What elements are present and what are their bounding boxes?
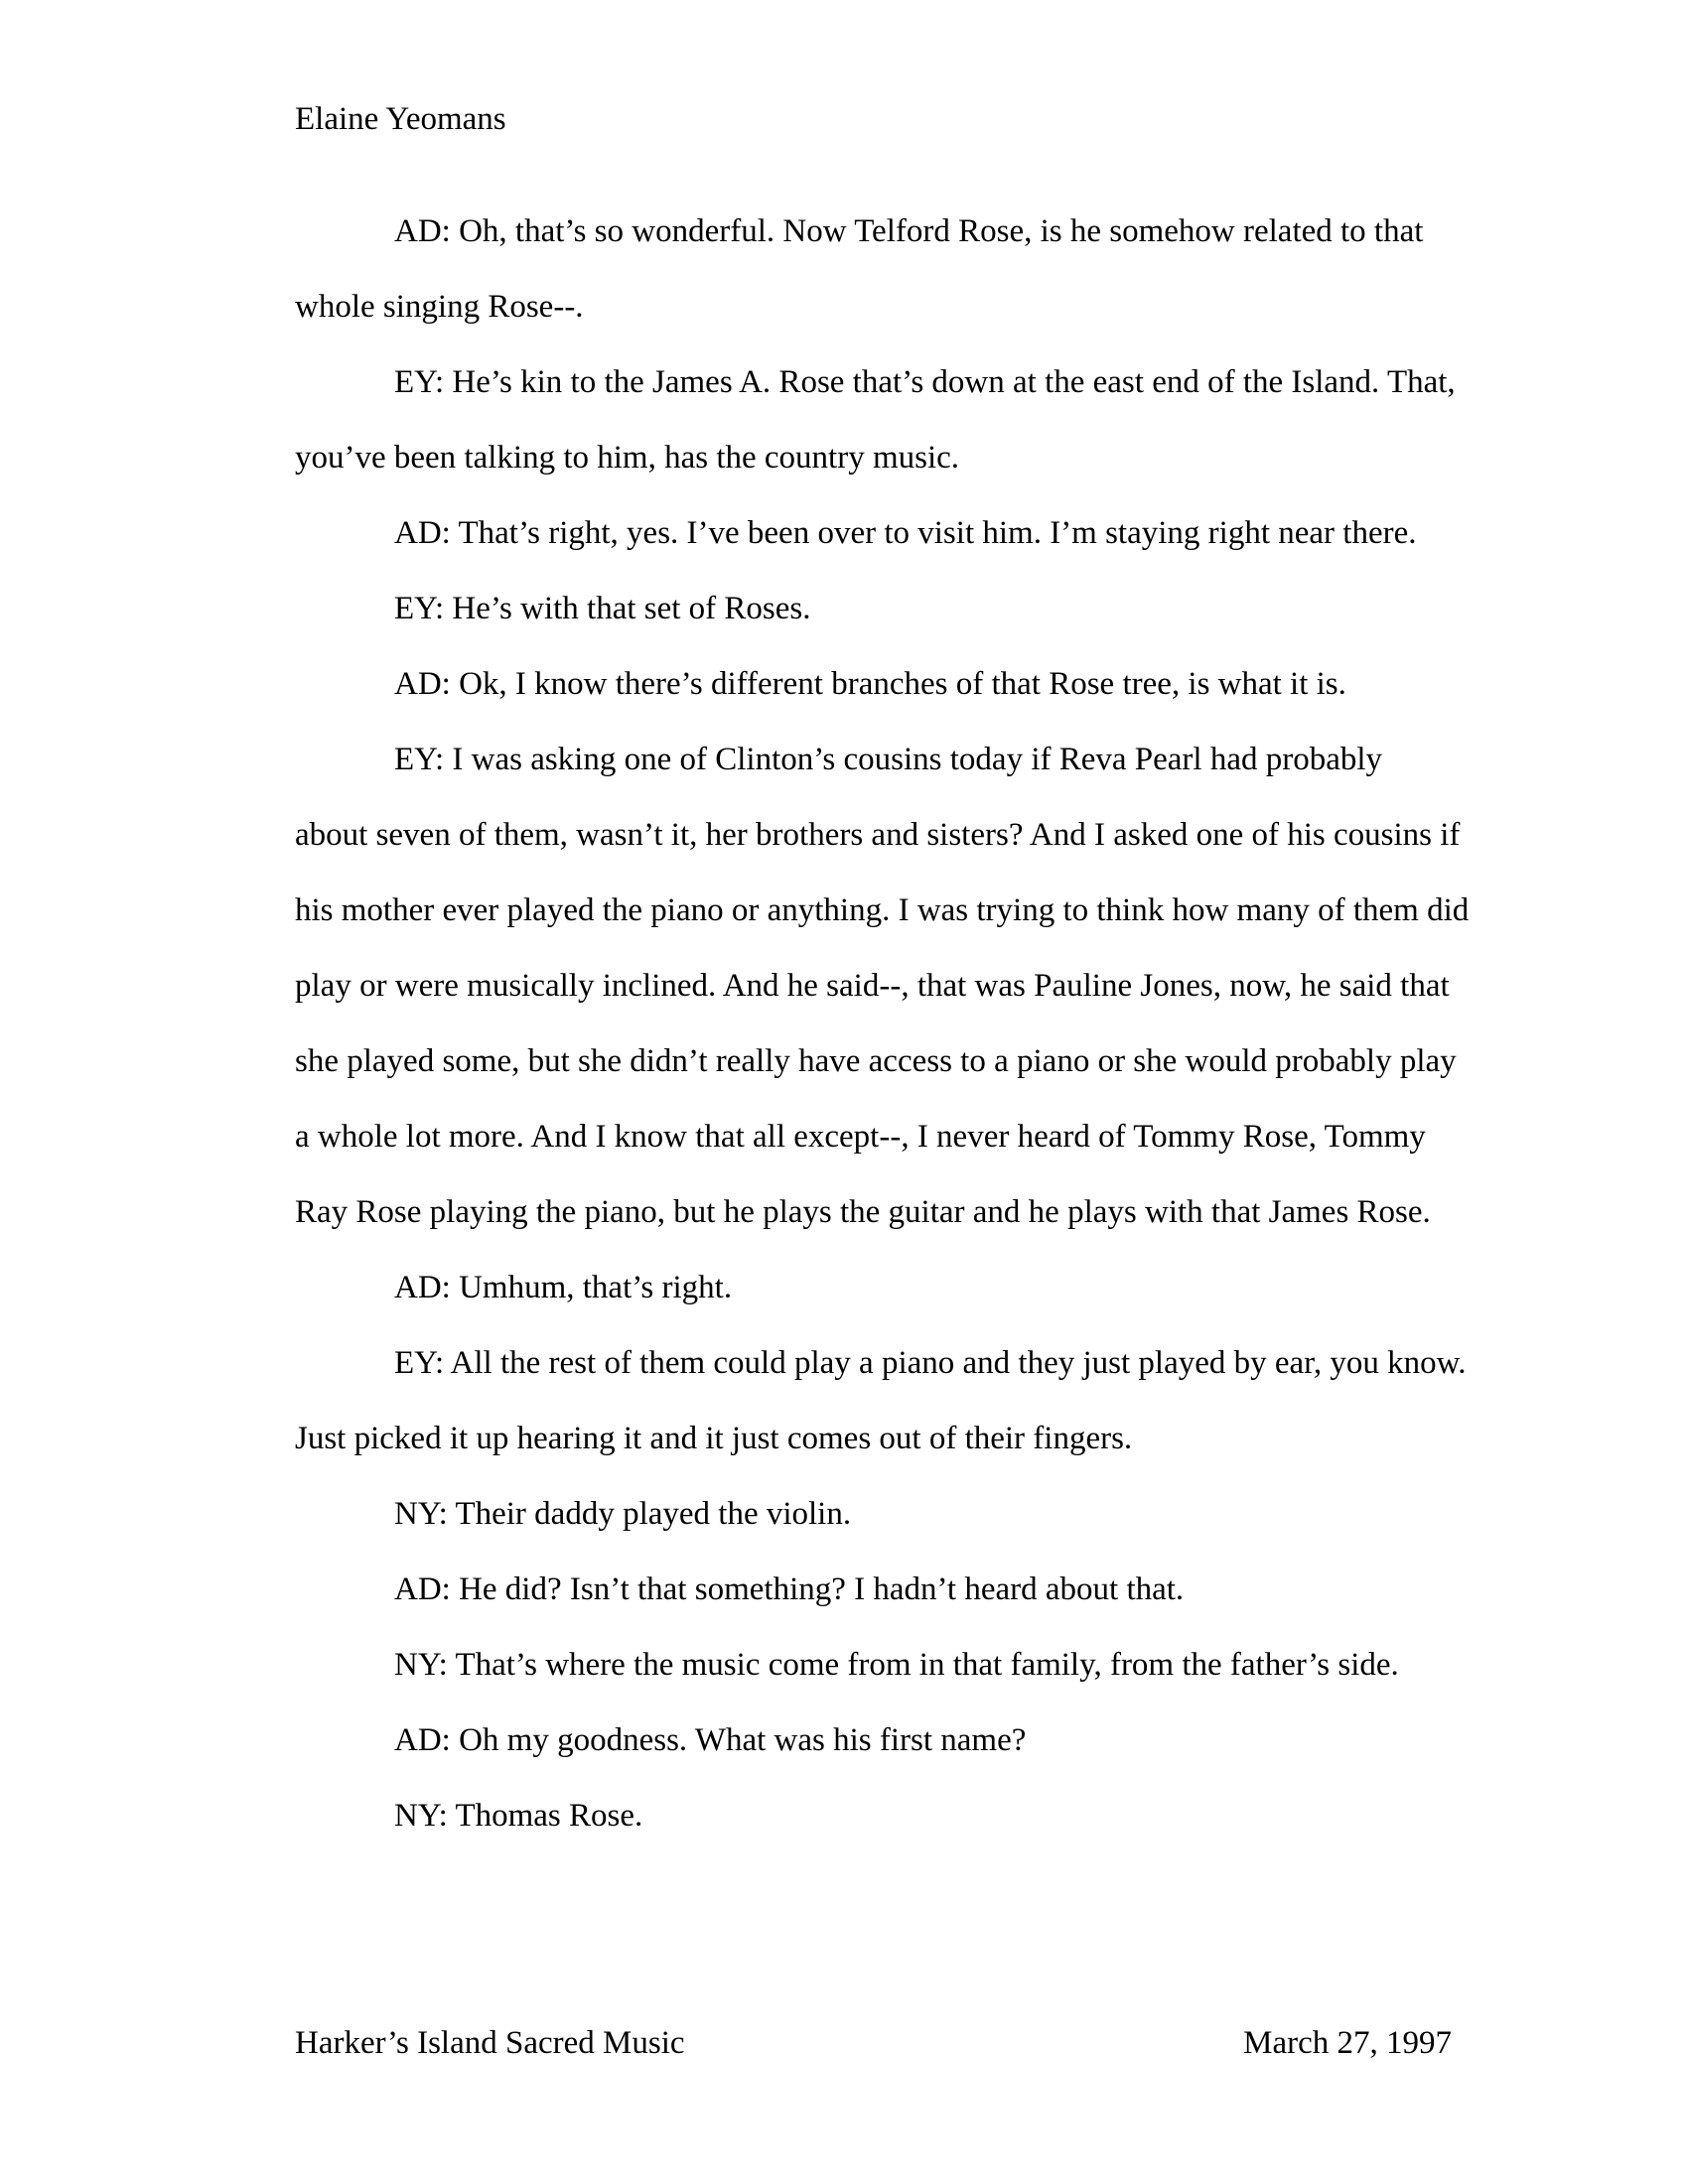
- transcript-paragraph: [295, 571, 1486, 646]
- text-line: you’ve been talking to him, has the country music.: [295, 440, 960, 476]
- transcript-paragraph: [295, 495, 1486, 571]
- text-line: AD: Ok, I know there’s different branches of that Rose tree, is what it is.: [394, 666, 1346, 702]
- text-line: NY: That’s where the music come from in that family, from the father’s side.: [394, 1647, 1399, 1683]
- transcript-paragraph: [295, 1703, 1486, 1778]
- text-line: a whole lot more. And I know that all except--, I never heard of Tommy Rose, Tommy: [295, 1119, 1426, 1155]
- text-line: EY: I was asking one of Clinton’s cousins today if Reva Pearl had probably: [394, 742, 1383, 777]
- text-line: Ray Rose playing the piano, but he plays the guitar and he plays with that James Rose.: [295, 1194, 1431, 1230]
- text-line: whole singing Rose--.: [295, 289, 584, 325]
- text-line: she played some, but she didn’t really have access to a piano or she would probably play: [295, 1043, 1457, 1079]
- transcript-paragraph: [295, 1325, 1486, 1476]
- page-header: Elaine Yeomans: [295, 101, 506, 137]
- text-line: EY: All the rest of them could play a piano and they just played by ear, you know.: [394, 1345, 1467, 1381]
- text-line: NY: Thomas Rose.: [394, 1798, 643, 1834]
- footer-collection-title: Harker’s Island Sacred Music: [295, 2025, 685, 2061]
- text-line: Just picked it up hearing it and it just comes out of their fingers.: [295, 1421, 1133, 1456]
- footer-date: March 27, 1997: [1243, 2025, 1452, 2061]
- transcript-paragraph: [295, 1778, 1486, 1853]
- text-line: AD: Oh my goodness. What was his first name?: [394, 1722, 1027, 1758]
- transcript-paragraph: [295, 722, 1486, 1250]
- transcript-paragraph: [295, 646, 1486, 722]
- transcript-paragraph: [295, 1250, 1486, 1325]
- text-line: about seven of them, wasn’t it, her brothers and sisters? And I asked one of his cousins if: [295, 817, 1461, 853]
- text-line: play or were musically inclined. And he said--, that was Pauline Jones, now, he said that: [295, 968, 1450, 1004]
- text-line: AD: Umhum, that’s right.: [394, 1270, 733, 1305]
- text-line: NY: Their daddy played the violin.: [394, 1496, 852, 1532]
- text-line: his mother ever played the piano or anything. I was trying to think how many of them did: [295, 892, 1470, 928]
- text-line: EY: He’s kin to the James A. Rose that’s down at the east end of the Island. That,: [394, 364, 1456, 400]
- transcript-body: [295, 194, 1486, 1853]
- transcript-paragraph: [295, 1627, 1486, 1703]
- text-line: AD: Oh, that’s so wonderful. Now Telford Rose, is he somehow related to that: [394, 213, 1424, 249]
- transcript-paragraph: [295, 1552, 1486, 1627]
- transcript-paragraph: [295, 194, 1486, 344]
- text-line: AD: That’s right, yes. I’ve been over to visit him. I’m staying right near there.: [394, 515, 1417, 551]
- transcript-paragraph: [295, 1476, 1486, 1552]
- text-line: EY: He’s with that set of Roses.: [394, 591, 811, 626]
- text-line: AD: He did? Isn’t that something? I hadn’t heard about that.: [394, 1571, 1185, 1607]
- transcript-paragraph: [295, 344, 1486, 495]
